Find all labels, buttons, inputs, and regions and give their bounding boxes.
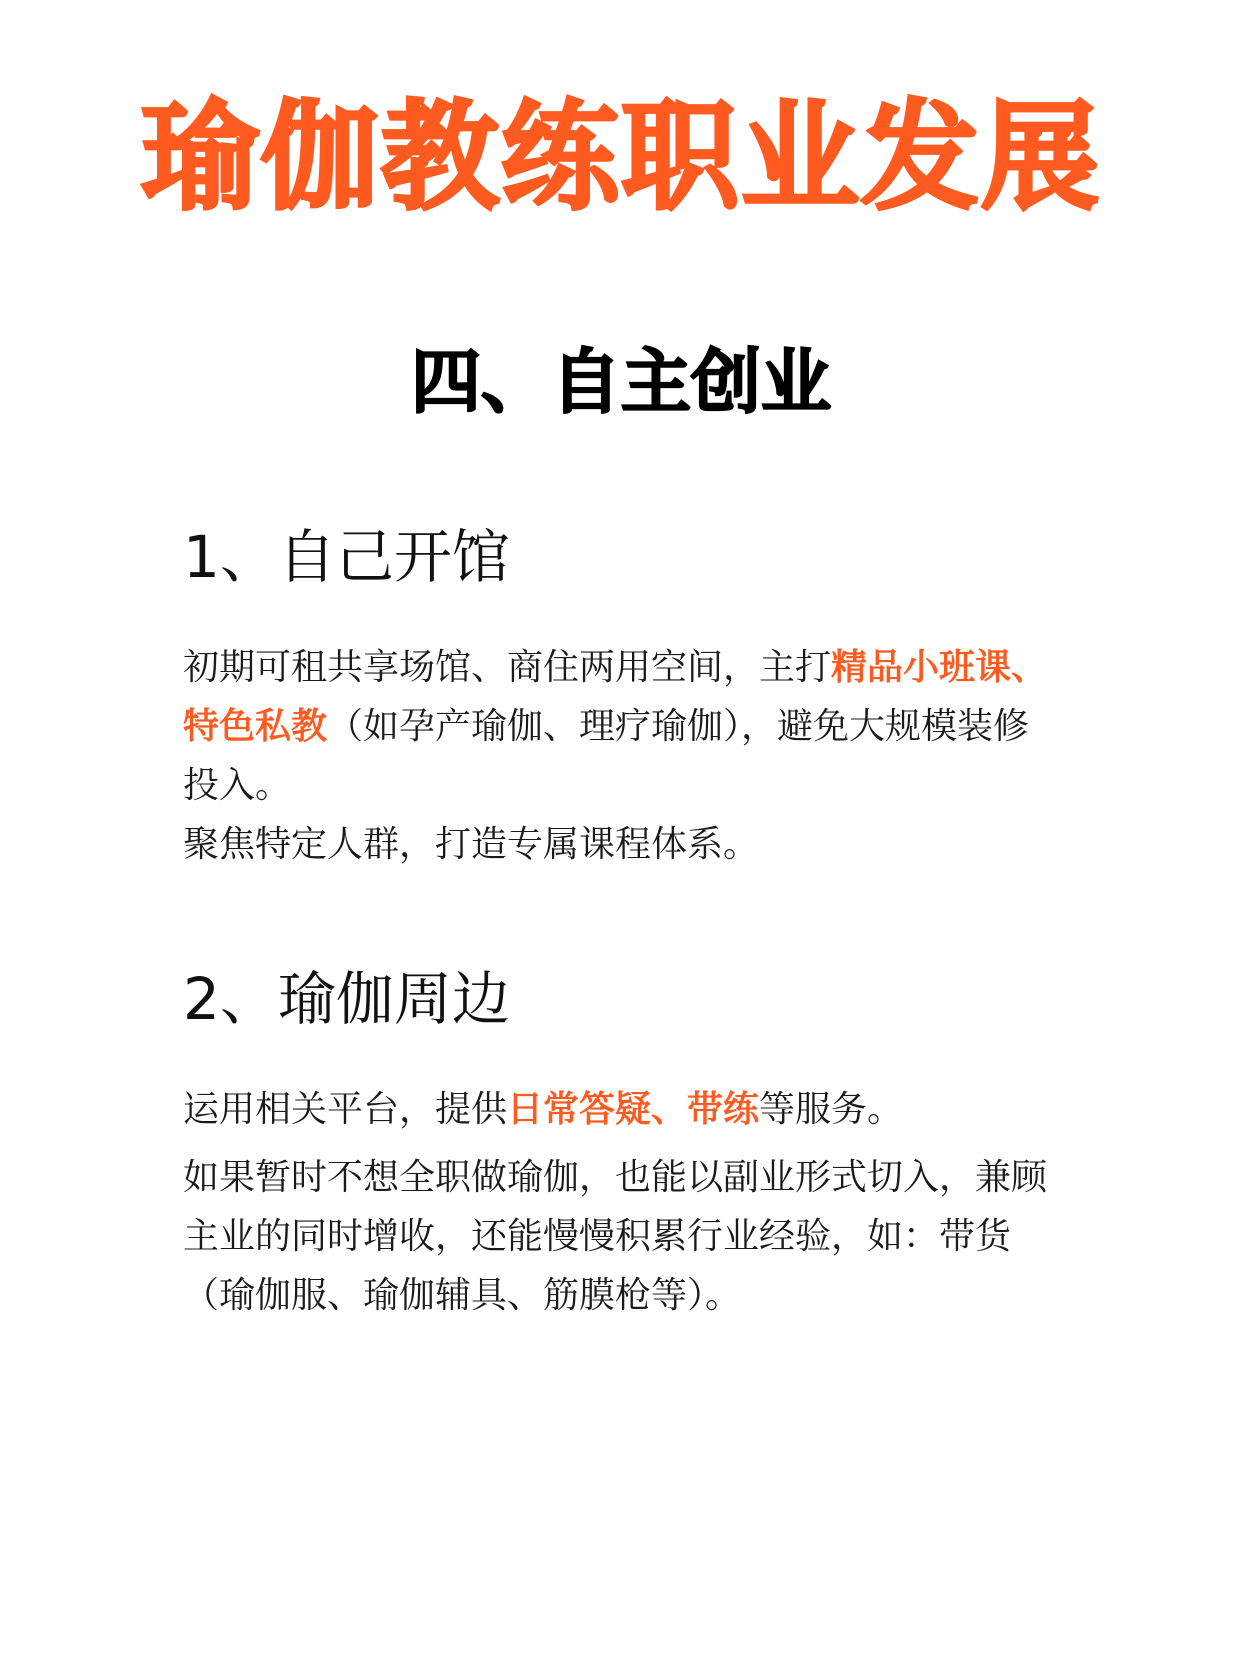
item1-para1-highlight: 精品小班课、特色私教 <box>183 647 1048 747</box>
item2-paragraph-1 <box>183 1080 1063 1139</box>
item1-heading: 1、自己开馆 <box>183 523 510 591</box>
item2-paragraph-2: 如果暂时不想全职做瑜伽，也能以副业形式切入，兼顾主业的同时增收，还能慢慢积累行业经验，如：带货（瑜伽服、瑜伽辅具、筋膜枪等）。 <box>183 1157 1048 1316</box>
item1-para1-text-after: （如孕产瑜伽、理疗瑜伽），避免大规模装修投入。 <box>183 706 1030 806</box>
item1-paragraph-1 <box>183 638 1063 815</box>
item1-paragraph-2: 聚焦特定人群，打造专属课程体系。 <box>183 824 760 865</box>
item2-para1-text-after: 等服务。 <box>759 1089 904 1130</box>
item2-para1-highlight: 日常答疑、带练 <box>507 1089 760 1130</box>
item1-para1-text-before: 初期可租共享场馆、商住两用空间，主打 <box>183 647 832 688</box>
page-title: 瑜伽教练职业发展 <box>140 88 1101 226</box>
item2-heading: 2、瑜伽周边 <box>183 965 510 1033</box>
section-title: 四、自主创业 <box>411 341 831 423</box>
item2-para1-text-before: 运用相关平台，提供 <box>183 1089 508 1130</box>
